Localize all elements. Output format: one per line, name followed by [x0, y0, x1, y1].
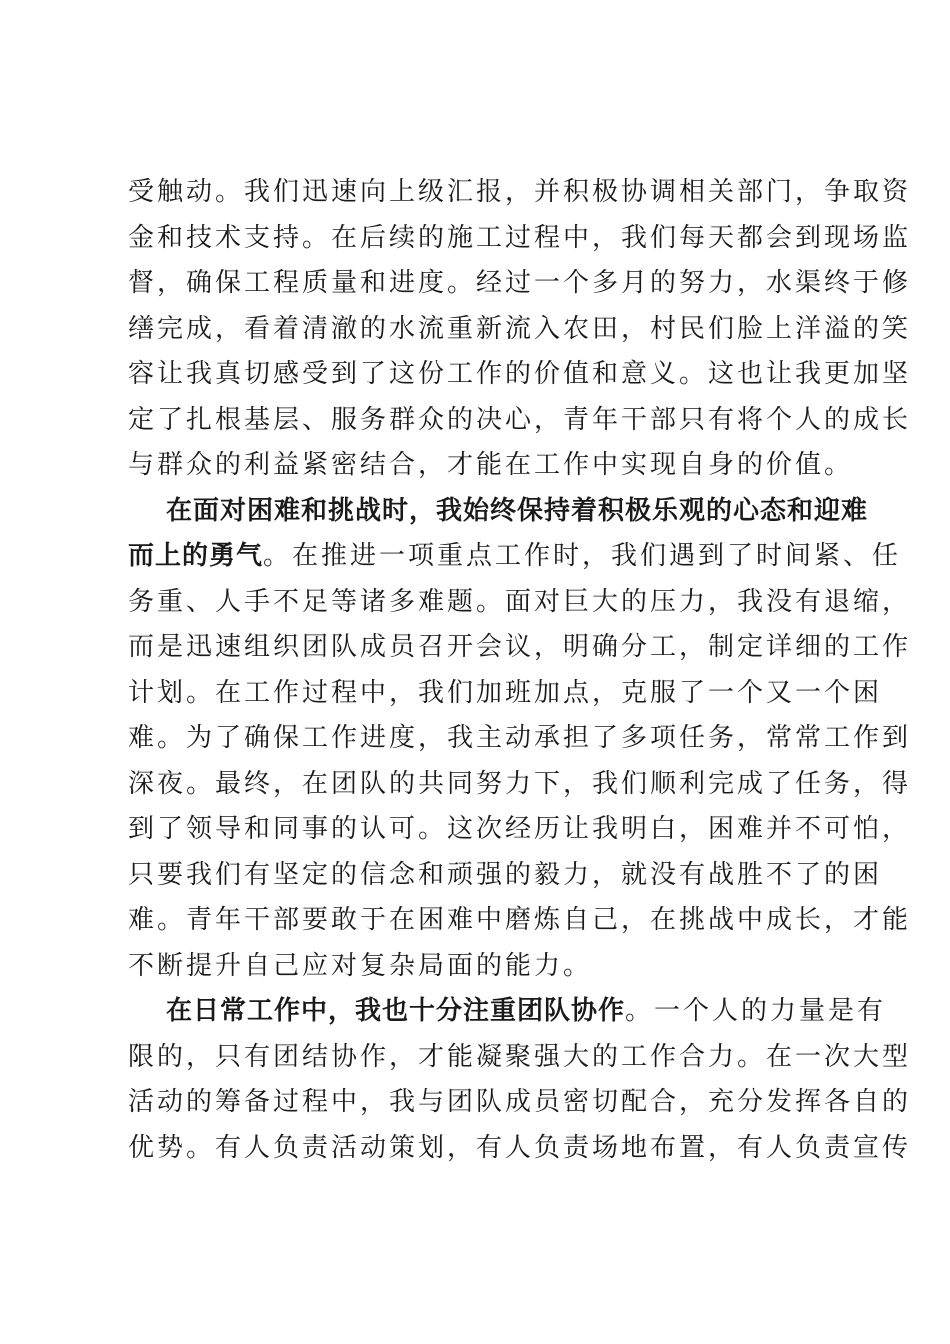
line-text: 而是迅速组织团队成员召开会议，明确分工，制定详细的工作 [128, 632, 912, 662]
line-text: 限的，只有团结协作，才能凝聚强大的工作合力。在一次大型 [128, 1041, 912, 1072]
paragraph-2-line-8 [128, 807, 912, 853]
paragraph-1-line-1 [128, 170, 912, 216]
paragraph-2-line-11 [128, 944, 828, 990]
line-text: 难。为了确保工作进度，我主动承担了多项任务，常常工作到 [128, 723, 912, 753]
paragraph-2-line-5 [128, 671, 883, 717]
paragraph-2-line-3 [128, 580, 912, 626]
paragraph-2-line-2 [128, 534, 902, 580]
line-text: 金和技术支持。在后续的施工过程中，我们每天都会到现场监 [128, 222, 912, 253]
line-text: 到了领导和同事的认可。这次经历让我明白，困难并不可怕， [128, 814, 912, 844]
paragraph-3-line-4 [128, 1126, 912, 1172]
line-text: 容让我真切感受到了这份工作的价值和意义。这也让我更加坚 [128, 359, 912, 389]
paragraph-lead-sentence: 在日常工作中，我也十分注重团队协作 [166, 996, 626, 1026]
paragraph-3-line-1 [128, 989, 887, 1035]
paragraph-2-line-7 [128, 762, 912, 808]
line-text: 受触动。我们迅速向上级汇报，并积极协调相关部门，争取资 [128, 177, 912, 207]
paragraph-1-line-3 [128, 261, 912, 307]
line-text: 难。青年干部要敢于在困难中磨炼自己，在挑战中成长，才能 [128, 905, 912, 935]
line-text: 缮完成，看着清澈的水流重新流入农田，村民们脸上洋溢的笑 [128, 313, 912, 344]
line-text: 。一个人的力量是有 [625, 996, 887, 1026]
line-text: 不断提升自己应对复杂局面的能力。 [128, 950, 593, 981]
line-text: 计划。在工作过程中，我们加班加点，克服了一个又一个困 [128, 677, 883, 708]
line-text: 活动的筹备过程中，我与团队成员密切配合，充分发挥各自的 [128, 1087, 912, 1117]
paragraph-1-line-6 [128, 398, 912, 444]
paragraph-1-line-7 [128, 443, 854, 489]
line-text: 优势。有人负责活动策划，有人负责场地布置，有人负责宣传 [128, 1132, 912, 1163]
paragraph-2-line-6 [128, 716, 912, 762]
line-text: 务重、人手不足等诸多难题。面对巨大的压力，我没有退缩， [128, 586, 912, 617]
paragraph-2-line-1 [128, 489, 869, 535]
line-text: 深夜。最终，在团队的共同努力下，我们顺利完成了任务，得 [128, 768, 912, 799]
line-text: 督，确保工程质量和进度。经过一个多月的努力，水渠终于修 [128, 268, 912, 298]
line-text: 与群众的利益紧密结合，才能在工作中实现自身的价值。 [128, 450, 854, 480]
paragraph-3-line-2 [128, 1035, 912, 1081]
paragraph-1-line-4 [128, 307, 912, 353]
document-body [128, 170, 912, 1171]
paragraph-1-line-2 [128, 216, 912, 262]
paragraph-3-line-3 [128, 1080, 912, 1126]
paragraph-1-line-5 [128, 352, 912, 398]
paragraph-lead-sentence: 而上的勇气 [128, 541, 264, 571]
line-text: 。在推进一项重点工作时，我们遇到了时间紧、任 [263, 541, 902, 571]
line-text: 只要我们有坚定的信念和顽强的毅力，就没有战胜不了的困 [128, 859, 883, 890]
paragraph-lead-sentence: 在面对困难和挑战时，我始终保持着积极乐观的心态和迎难 [166, 495, 869, 526]
paragraph-2-line-9 [128, 853, 883, 899]
paragraph-2-line-4 [128, 625, 912, 671]
paragraph-2-line-10 [128, 898, 912, 944]
line-text: 定了扎根基层、服务群众的决心，青年干部只有将个人的成长 [128, 404, 912, 435]
